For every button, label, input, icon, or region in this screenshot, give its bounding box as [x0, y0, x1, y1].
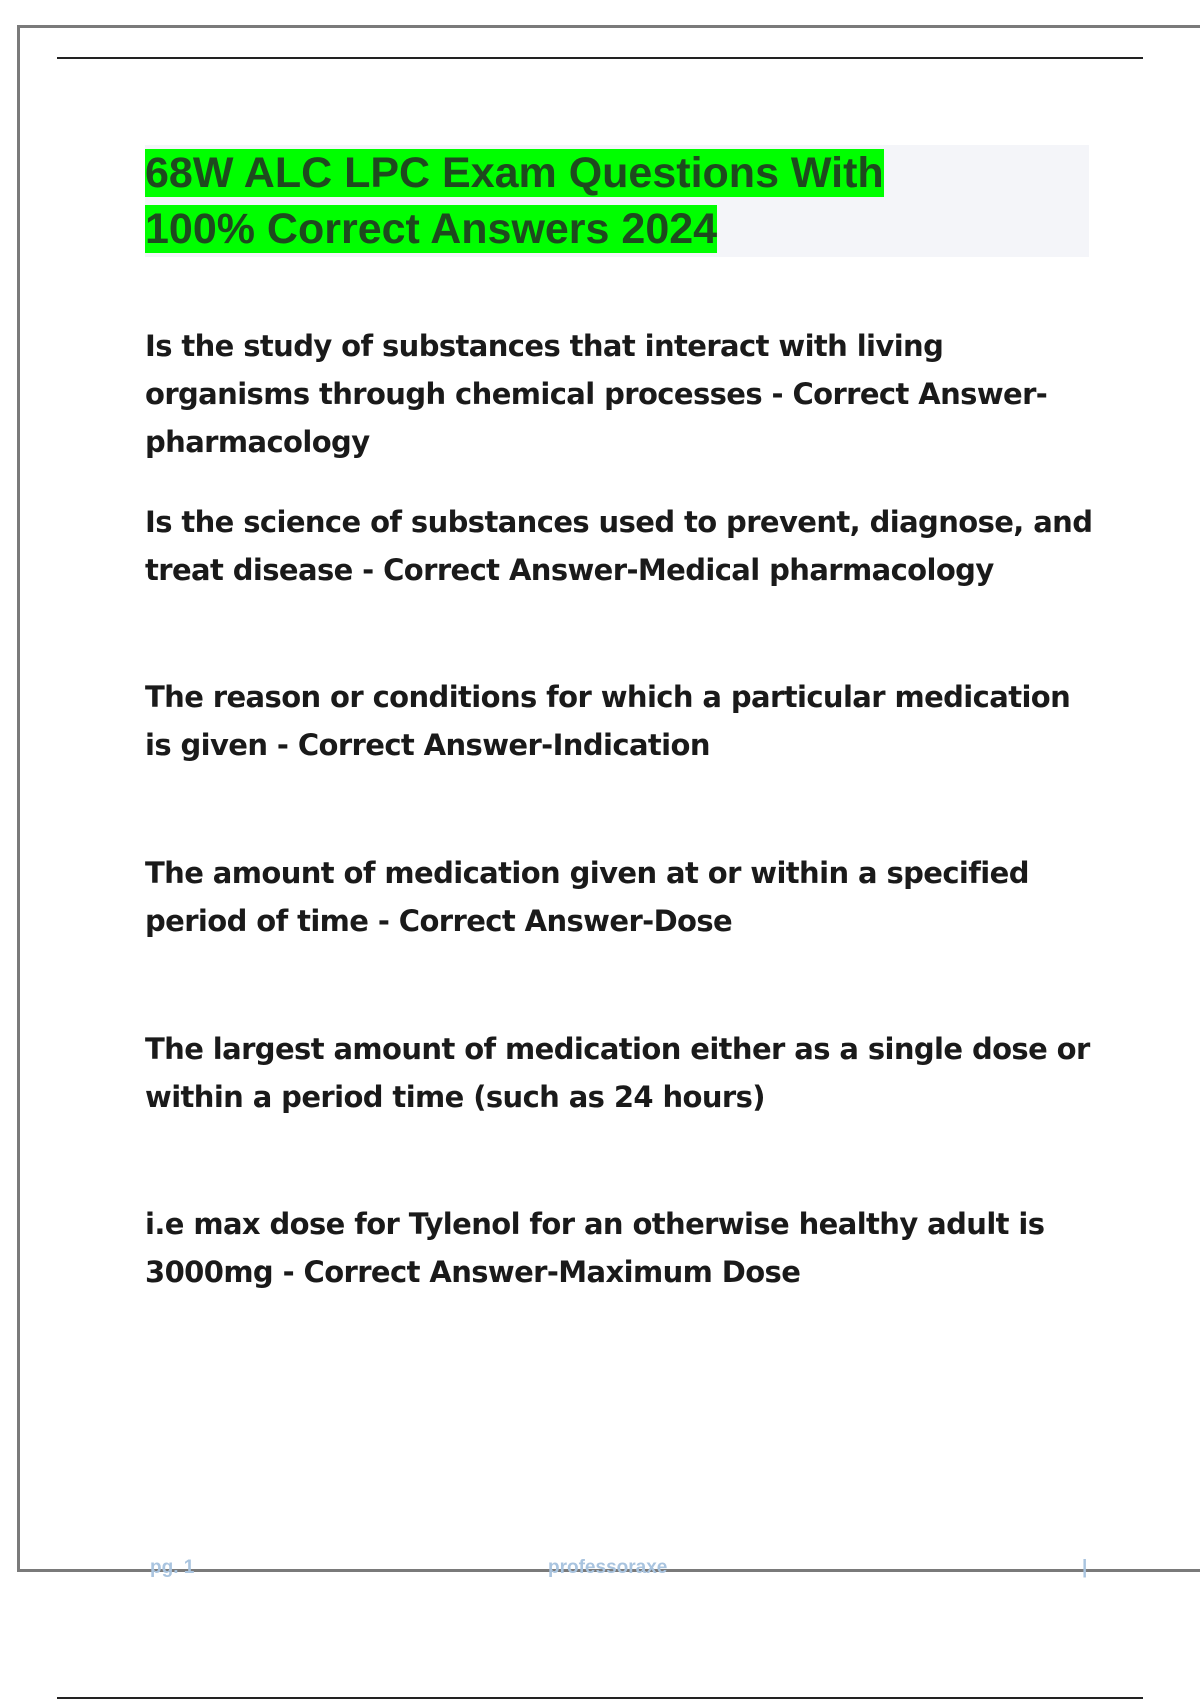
header-rule: [57, 57, 1143, 59]
qa-item: Is the study of substances that interact with living organisms through chemical processes - Correct Answer-pharmacology: [145, 329, 1048, 459]
page-title: [145, 145, 1089, 257]
bottom-rule: [57, 1697, 1143, 1699]
title-block: [145, 145, 1089, 257]
qa-item: The amount of medication given at or within a specified period of time - Correct Answer-Dose: [145, 856, 1029, 938]
qa-item: Is the science of substances used to prevent, diagnose, and treat disease - Correct Answer-Medical pharmacology: [145, 505, 1093, 587]
title-line-1: 68W ALC LPC Exam Questions With: [145, 149, 884, 197]
footer-separator: |: [1082, 1557, 1088, 1578]
title-line-2: 100% Correct Answers 2024: [145, 205, 718, 253]
page-frame: [17, 25, 1200, 1572]
footer-author: professoraxe: [548, 1557, 668, 1578]
qa-item: The largest amount of medication either as a single dose or within a period time (such as 24 hours): [145, 1032, 1090, 1114]
footer-page-number: pg. 1: [150, 1557, 195, 1578]
qa-item: The reason or conditions for which a particular medication is given - Correct Answer-Indication: [145, 680, 1071, 762]
qa-item: i.e max dose for Tylenol for an otherwise healthy adult is 3000mg - Correct Answer-Maximum Dose: [145, 1207, 1045, 1289]
